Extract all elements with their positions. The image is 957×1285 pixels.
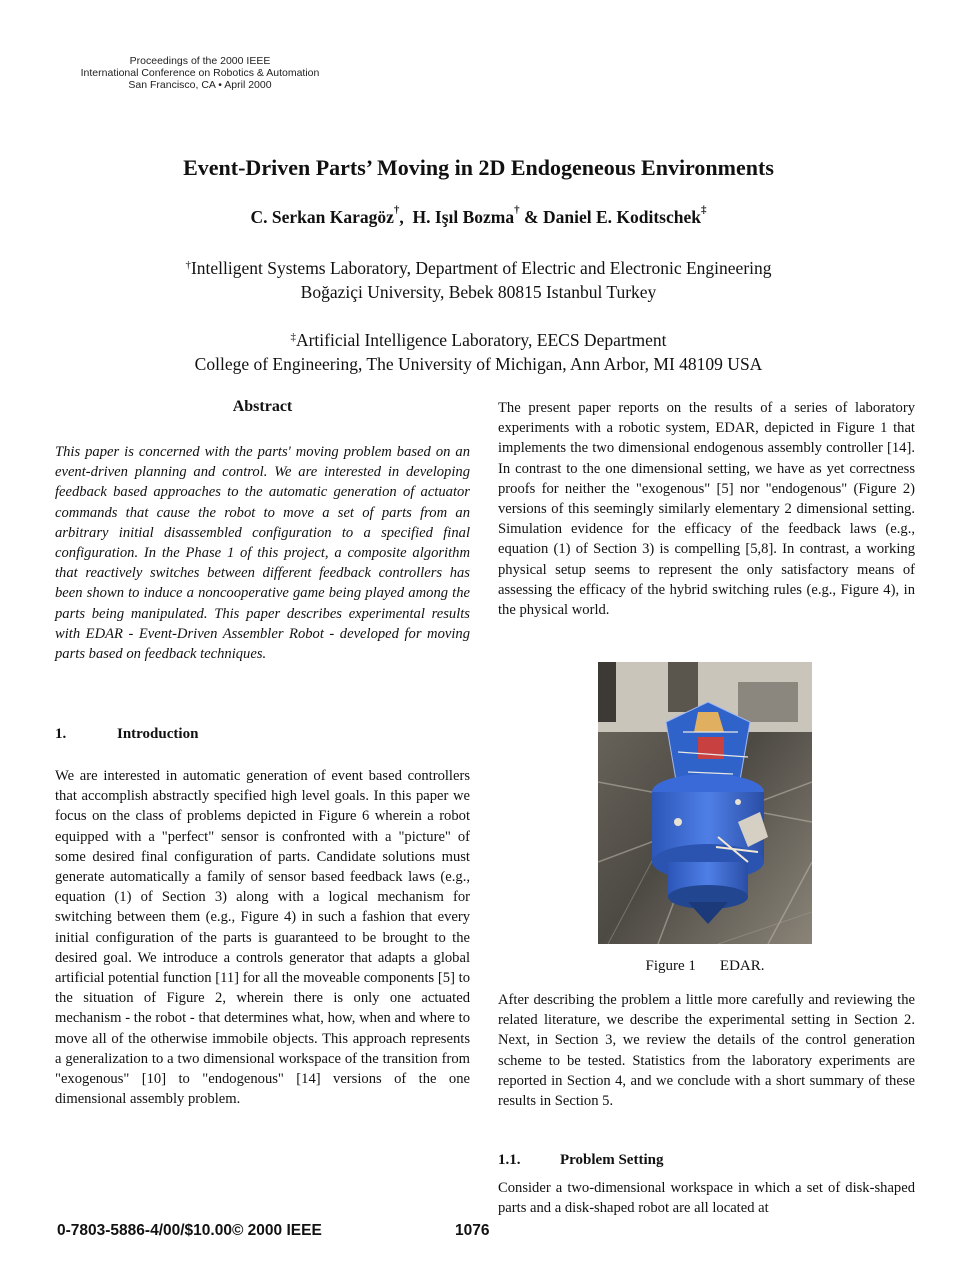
section-heading-introduction bbox=[55, 726, 198, 743]
affiliation-mark: ‡ bbox=[700, 204, 707, 216]
introduction-text: We are interested in automatic generation of event based controllers that accomplish abstractly specified high level goals. In this paper we focus on the class of problems depicted in Figure 6 wherein a robot equipped with a "perfect" sensor is confronted with a "picture" of some desired final configuration of parts. Candidate solutions must generate automatically a family of sensor based feedback laws (e.g., equation (1) of Section 3) along with a logical mechanism for switching between them (e.g., Figure 4) in such a fashion that every initial configuration of the parts is guaranteed to be brought to the desired goal. We introduce a controls generator that adapts a global artificial potential function [11] for all the moveable components [5] to the situation of Figure 2, wherein there is only one actuated mechanism - the robot - that determines what, how, when and where to move all of the otherwise immobile objects. This approach represents a generalization to a two dimensional workspace of the transition from "exogenous" [10] to "endogenous" [14] versions of the one dimensional assembly problem. bbox=[55, 768, 470, 1108]
affiliation-mark: † bbox=[185, 259, 191, 271]
author-separator: , bbox=[399, 207, 413, 227]
author-name: H. Işıl Bozma bbox=[412, 207, 515, 227]
affiliation-1 bbox=[0, 256, 957, 304]
abstract-text: This paper is concerned with the parts' moving problem based on an event-driven planning and control. We are interested in developing feedback based approaches to the automatic generation of actuator commands that cause the robot to move a set of parts from an arbitrary initial disassembled configuration to a specified final configuration. In the Phase 1 of this project, a composite algorithm that reactively switches between different feedback controllers has been shown to induce a noncooperative game being played among the parts being manipulated. This paper describes experimental results with EDAR - Event-Driven Assembler Robot - developed for moving parts based on feedback techniques. bbox=[55, 444, 470, 663]
affiliation-line: Artificial Intelligence Laboratory, EECS Department bbox=[295, 330, 667, 350]
copyright-code: 0-7803-5886-4/00/$10.00© 2000 IEEE bbox=[57, 1222, 322, 1239]
figure-1-caption bbox=[590, 958, 820, 975]
proceedings-line: Proceedings of the 2000 IEEE bbox=[129, 55, 271, 67]
body-paragraph: The present paper reports on the results of a series of laboratory experiments with a robotic system, EDAR, depicted in Figure 1 that implements the two dimensional endogenous assembly controller [14]. In contrast to the one dimensional setting, we have as yet correctness proofs for neither the "exogenous" [5] nor "endogenous" (Figure 2) versions of this seemingly similarly elementary 2 dimensional setting. Simulation evidence for the efficacy of the feedback laws (e.g., equation (1) of Section 3) is compelling [5,8]. In contrast, a working physical setup seems to represent the only satisfactory means of assessing the efficacy of the hybrid switching rules (e.g., Figure 4), in the physical world. bbox=[498, 400, 915, 619]
figure-1-robot-photo bbox=[598, 662, 812, 944]
author-list bbox=[0, 204, 957, 228]
page-number: 1076 bbox=[455, 1222, 490, 1239]
affiliation-line: Intelligent Systems Laboratory, Department of Electric and Electronic Engineering bbox=[190, 258, 772, 278]
paper-title: Event-Driven Parts’ Moving in 2D Endogeneous Environments bbox=[183, 155, 774, 180]
section-number: 1. bbox=[55, 726, 67, 742]
affiliation-mark: ‡ bbox=[290, 331, 296, 343]
section-title: Introduction bbox=[117, 726, 199, 742]
affiliation-2 bbox=[0, 328, 957, 376]
author-name: C. Serkan Karagöz bbox=[250, 207, 394, 227]
figure-label: Figure 1 bbox=[645, 958, 696, 974]
robot-photo bbox=[598, 662, 812, 944]
proceedings-line: San Francisco, CA • April 2000 bbox=[128, 79, 272, 91]
proceedings-line: International Conference on Robotics & Automation bbox=[80, 67, 320, 79]
proceedings-header bbox=[50, 55, 350, 91]
body-paragraph: Consider a two-dimensional workspace in which a set of disk-shaped parts and a disk-shaped robot are all located at bbox=[498, 1180, 915, 1217]
figure-caption-text: EDAR. bbox=[719, 958, 765, 974]
section-title: Problem Setting bbox=[560, 1152, 664, 1168]
subsection-heading-problem-setting bbox=[498, 1152, 663, 1169]
affiliation-line: College of Engineering, The University of Michigan, Ann Arbor, MI 48109 USA bbox=[194, 354, 763, 374]
body-paragraph: After describing the problem a little more carefully and reviewing the related literature, we describe the experimental setting in Section 2. Next, in Section 3, we review the details of the control generation scheme to be tested. Statistics from the laboratory experiments are reported in Section 4, and we conclude with a short summary of these results in Section 5. bbox=[498, 992, 915, 1110]
affiliation-line: Boğaziçi University, Bebek 80815 Istanbul Turkey bbox=[300, 282, 657, 302]
author-separator: & bbox=[519, 207, 543, 227]
affiliation-mark: † bbox=[514, 204, 520, 216]
affiliation-mark: † bbox=[393, 204, 400, 216]
abstract-heading: Abstract bbox=[232, 398, 293, 415]
author-name: Daniel E. Koditschek bbox=[542, 207, 701, 227]
section-number: 1.1. bbox=[498, 1152, 521, 1168]
